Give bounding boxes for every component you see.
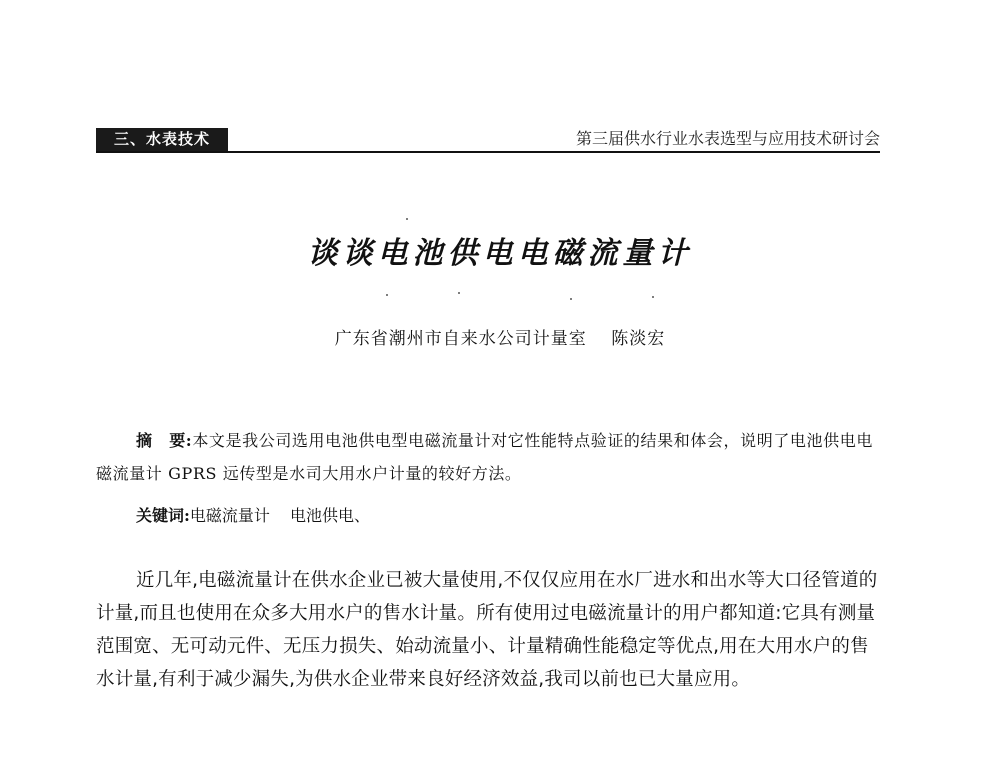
running-header [96,128,880,152]
scan-speck [406,218,408,220]
keyword-item: 电池供电、 [289,506,370,525]
author-line [0,324,1000,349]
scan-speck [652,296,654,298]
keywords [136,505,390,527]
abstract-indent [96,431,136,450]
scan-speck [386,294,388,296]
scan-speck [458,292,460,294]
abstract-label: 摘 要: [136,431,193,450]
scan-speck [570,298,572,300]
header-rule [96,151,880,153]
body-paragraph-text: 近几年,电磁流量计在供水企业已被大量使用,不仅仅应用在水厂进水和出水等大口径管道的计量,而且也使用在众多大用水户的售水计量。所有使用过电磁流量计的用户都知道:它具有测量范围宽、无可动元件、无压力损失、始动流量小、计量精确性能稳定等优点,用在大用水户的售水计量,有利于减少漏失,为供水企业带来良好经济效益,我司以前也已大量应用。 [96,570,878,690]
author-organization: 广东省潮州市自来水公司计量室 [334,329,587,349]
paper-title: 谈谈电池供电电磁流量计 [307,236,693,271]
section-tag: 三、水表技术 [96,128,228,151]
author-name: 陈淡宏 [611,329,666,349]
abstract [96,424,884,490]
keywords-label: 关键词: [136,506,190,525]
paragraph-indent [96,570,136,591]
abstract-text: 本文是我公司选用电池供电型电磁流量计对它性能特点验证的结果和体会，说明了电池供电电磁流量计 GPRS 远传型是水司大用水户计量的较好方法。 [96,431,873,483]
body-paragraph [96,564,884,696]
conference-title: 第三届供水行业水表选型与应用技术研讨会 [575,129,880,148]
keyword-item: 电磁流量计 [189,506,270,525]
